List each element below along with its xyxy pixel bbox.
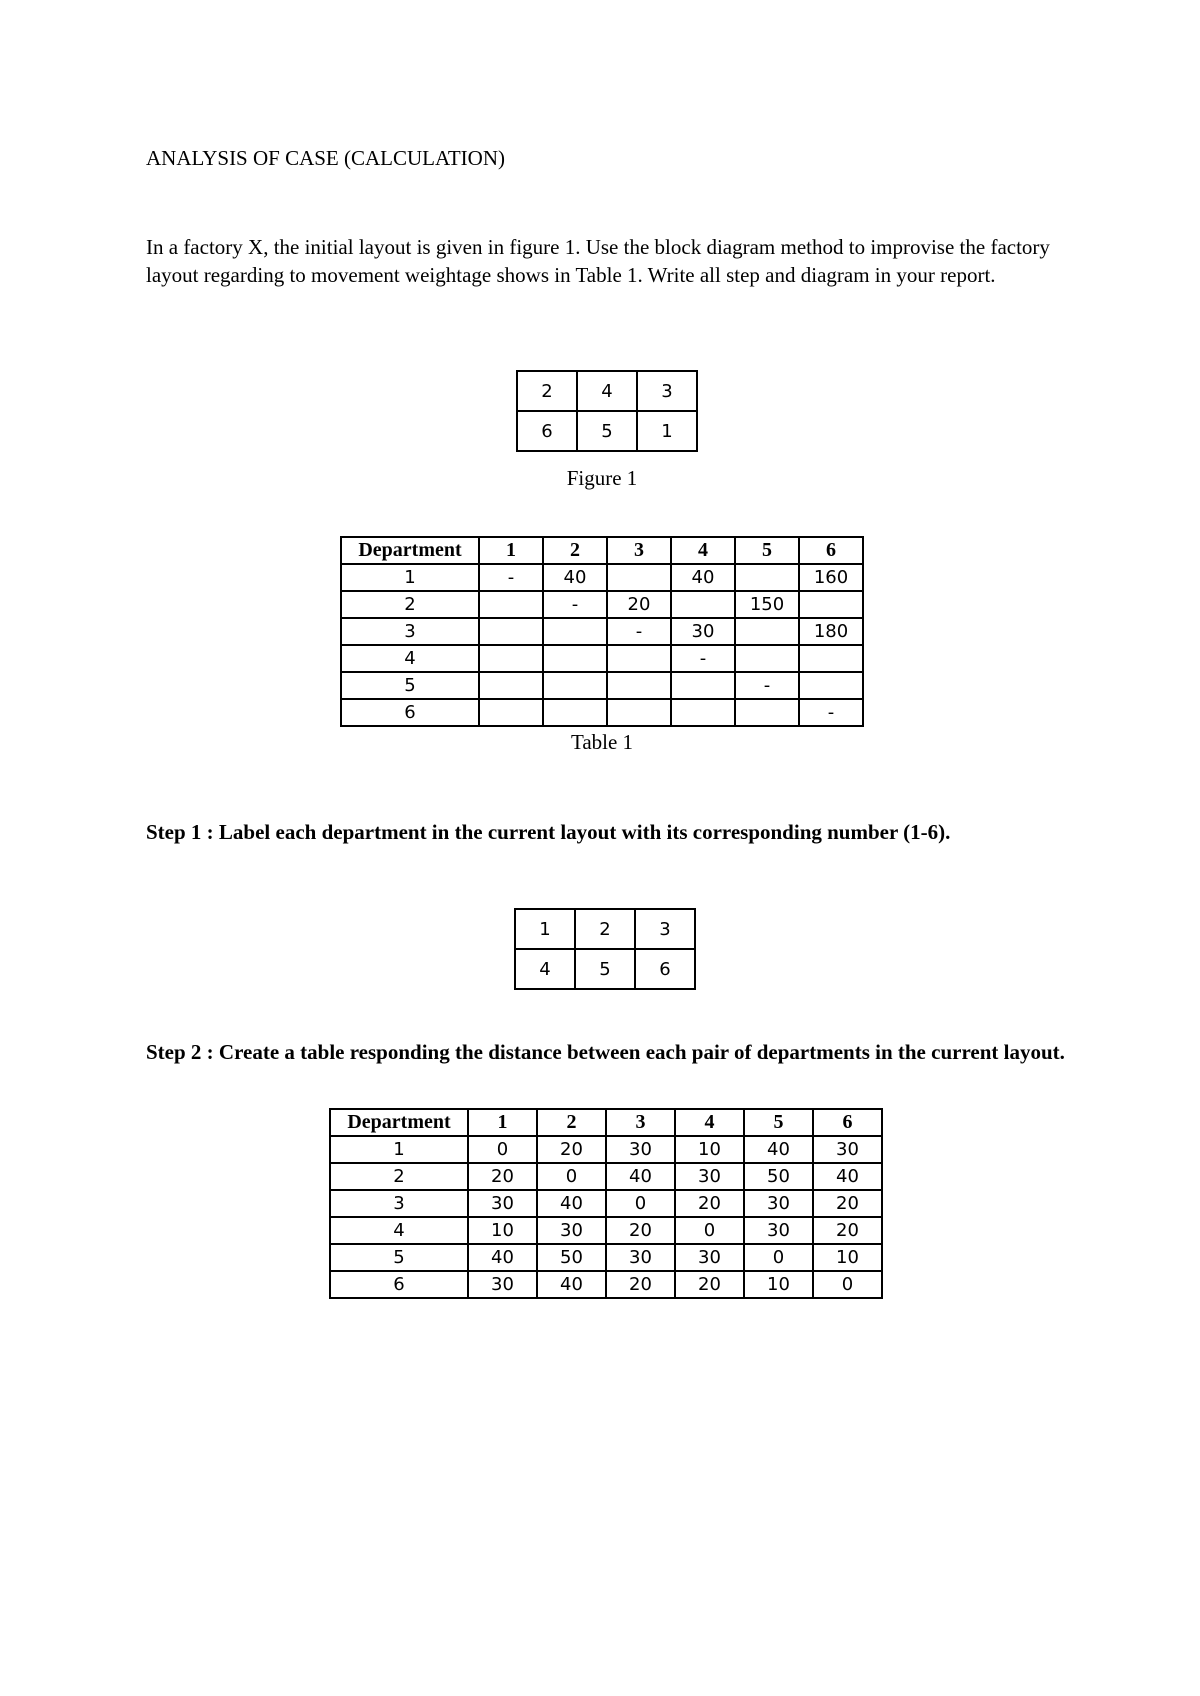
table-1-cell <box>479 672 543 699</box>
step-2-cell: 10 <box>744 1271 813 1298</box>
step-2-cell: 30 <box>744 1190 813 1217</box>
step-2-cell: 10 <box>675 1136 744 1163</box>
table-1-cell: 160 <box>799 564 863 591</box>
figure-1-row <box>517 371 697 411</box>
table-1-row-label: 6 <box>341 699 479 726</box>
step-1-row <box>515 909 695 949</box>
table-1-cell: - <box>799 699 863 726</box>
table-1-cell: - <box>671 645 735 672</box>
table-1-cell <box>799 591 863 618</box>
step-2-header-cell: Department <box>330 1109 468 1136</box>
table-1-cell <box>671 699 735 726</box>
table-1-cell <box>799 645 863 672</box>
step-2-row <box>330 1217 882 1244</box>
step-2-cell: 30 <box>468 1271 537 1298</box>
table-1-row <box>341 672 863 699</box>
step-2-cell: 0 <box>675 1217 744 1244</box>
step-1-cell: 6 <box>635 949 695 989</box>
step-1-cell: 5 <box>575 949 635 989</box>
step-2-cell: 20 <box>468 1163 537 1190</box>
step-2-cell: 40 <box>537 1271 606 1298</box>
table-1-cell: 150 <box>735 591 799 618</box>
table-1-cell <box>543 672 607 699</box>
step-2-cell: 20 <box>813 1190 882 1217</box>
step-2-row <box>330 1244 882 1271</box>
step-2-row-label: 1 <box>330 1136 468 1163</box>
table-1-row <box>341 645 863 672</box>
step-2-cell: 20 <box>813 1217 882 1244</box>
step-2-cell: 20 <box>537 1136 606 1163</box>
step-2-cell: 40 <box>606 1163 675 1190</box>
step-2-row-label: 4 <box>330 1217 468 1244</box>
table-1-cell: 40 <box>671 564 735 591</box>
figure-1-cell: 6 <box>517 411 577 451</box>
step-2-cell: 20 <box>606 1217 675 1244</box>
step-1-cell: 2 <box>575 909 635 949</box>
step-2-cell: 10 <box>468 1217 537 1244</box>
figure-1-cell: 2 <box>517 371 577 411</box>
step-2-cell: 40 <box>813 1163 882 1190</box>
step-1-heading: Step 1 : Label each department in the current layout with its corresponding number (1-6). <box>146 820 951 844</box>
step-2-cell: 30 <box>675 1163 744 1190</box>
table-1-row-label: 5 <box>341 672 479 699</box>
step-2-header-cell: 4 <box>675 1109 744 1136</box>
step-2-header-cell: 6 <box>813 1109 882 1136</box>
table-1-header-cell: 4 <box>671 537 735 564</box>
step-2-row-label: 2 <box>330 1163 468 1190</box>
step-2-header-cell: 2 <box>537 1109 606 1136</box>
step-2-cell: 30 <box>606 1136 675 1163</box>
step-2-cell: 30 <box>813 1136 882 1163</box>
step-2-cell: 30 <box>606 1244 675 1271</box>
step-2-row <box>330 1136 882 1163</box>
step-2-row <box>330 1271 882 1298</box>
table-1-row-label: 2 <box>341 591 479 618</box>
step-2-header-cell: 3 <box>606 1109 675 1136</box>
step-2-cell: 30 <box>468 1190 537 1217</box>
table-1-cell: - <box>607 618 671 645</box>
table-1-header-cell: 1 <box>479 537 543 564</box>
step-2-heading: Step 2 : Create a table responding the distance between each pair of departments in the current layout. <box>146 1040 1065 1064</box>
step-2-header-cell: 5 <box>744 1109 813 1136</box>
table-1-header-cell: 2 <box>543 537 607 564</box>
table-1-cell: 180 <box>799 618 863 645</box>
figure-1-layout-grid <box>516 370 698 452</box>
table-1-cell <box>799 672 863 699</box>
table-1-cell <box>671 672 735 699</box>
step-2-cell: 10 <box>813 1244 882 1271</box>
figure-1-row <box>517 411 697 451</box>
table-1-cell <box>543 699 607 726</box>
table-1-header-cell: 3 <box>607 537 671 564</box>
step-2-header-cell: 1 <box>468 1109 537 1136</box>
table-1-caption: Table 1 <box>570 730 634 754</box>
page-title: ANALYSIS OF CASE (CALCULATION) <box>146 146 505 170</box>
table-1-cell: 40 <box>543 564 607 591</box>
step-1-cell: 1 <box>515 909 575 949</box>
table-1-cell <box>543 645 607 672</box>
step-2-cell: 40 <box>468 1244 537 1271</box>
figure-1-cell: 1 <box>637 411 697 451</box>
intro-text: In a factory X, the initial layout is given in figure 1. Use the block diagram method to improvise the factory layout regarding to movement weightage shows in Table 1. Write all step and diagram in your report. <box>146 235 1050 287</box>
step-2-row <box>330 1190 882 1217</box>
table-1-header-cell: Department <box>341 537 479 564</box>
table-1-cell: - <box>479 564 543 591</box>
table-1-cell <box>479 645 543 672</box>
step-2-cell: 20 <box>606 1271 675 1298</box>
table-1-cell <box>479 591 543 618</box>
step-1-cell: 4 <box>515 949 575 989</box>
table-1-cell: 30 <box>671 618 735 645</box>
table-1-movement-weightage <box>340 536 864 727</box>
table-1-cell <box>735 645 799 672</box>
step-2-cell: 40 <box>744 1136 813 1163</box>
table-1-cell: - <box>735 672 799 699</box>
table-1-cell <box>543 618 607 645</box>
step-1-row <box>515 949 695 989</box>
table-1-row <box>341 564 863 591</box>
step-2-cell: 0 <box>744 1244 813 1271</box>
step-2-row-label: 5 <box>330 1244 468 1271</box>
table-1-cell <box>671 591 735 618</box>
table-1-row-label: 3 <box>341 618 479 645</box>
table-1-cell <box>735 564 799 591</box>
step-2-cell: 20 <box>675 1271 744 1298</box>
step-2-cell: 50 <box>537 1244 606 1271</box>
step-2-cell: 40 <box>537 1190 606 1217</box>
step-2-cell: 0 <box>537 1163 606 1190</box>
step-1-cell: 3 <box>635 909 695 949</box>
step-2-distance-table <box>329 1108 883 1299</box>
table-1-cell <box>607 564 671 591</box>
step-2-cell: 30 <box>744 1217 813 1244</box>
step-2-cell: 30 <box>675 1244 744 1271</box>
figure-1-cell: 3 <box>637 371 697 411</box>
figure-1-caption: Figure 1 <box>566 466 638 490</box>
table-1-row <box>341 591 863 618</box>
table-1-cell: - <box>543 591 607 618</box>
table-1-row-label: 4 <box>341 645 479 672</box>
table-1-cell <box>735 699 799 726</box>
step-1-layout-grid <box>514 908 696 990</box>
table-1-cell: 20 <box>607 591 671 618</box>
table-1-row <box>341 618 863 645</box>
step-2-row-label: 3 <box>330 1190 468 1217</box>
table-1-cell <box>607 699 671 726</box>
step-2-row-label: 6 <box>330 1271 468 1298</box>
step-2-cell: 0 <box>468 1136 537 1163</box>
table-1-header-cell: 6 <box>799 537 863 564</box>
step-2-row <box>330 1163 882 1190</box>
table-1-cell <box>479 699 543 726</box>
table-1-header-cell: 5 <box>735 537 799 564</box>
intro-paragraph <box>146 233 1076 289</box>
table-1-cell <box>735 618 799 645</box>
step-2-cell: 0 <box>606 1190 675 1217</box>
step-2-cell: 30 <box>537 1217 606 1244</box>
step-2-cell: 20 <box>675 1190 744 1217</box>
table-1-cell <box>479 618 543 645</box>
table-1-row <box>341 699 863 726</box>
figure-1-cell: 4 <box>577 371 637 411</box>
step-2-cell: 0 <box>813 1271 882 1298</box>
table-1-row-label: 1 <box>341 564 479 591</box>
table-1-cell <box>607 672 671 699</box>
figure-1-cell: 5 <box>577 411 637 451</box>
table-1-cell <box>607 645 671 672</box>
step-2-cell: 50 <box>744 1163 813 1190</box>
